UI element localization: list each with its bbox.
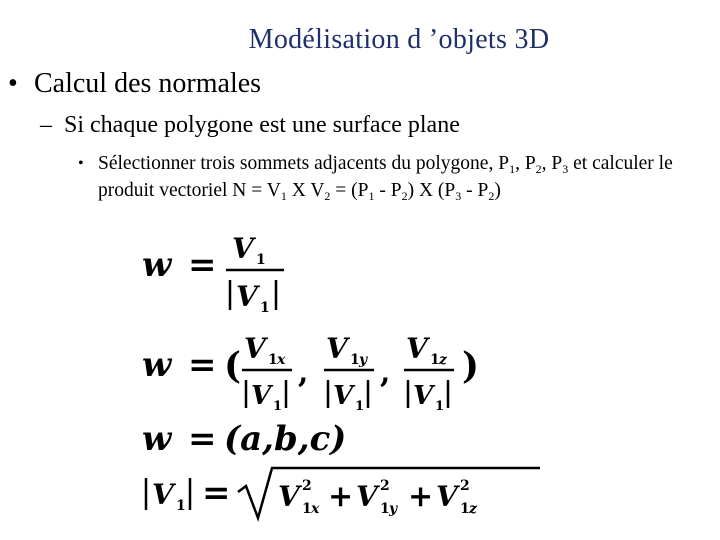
svg-text:(a,b,c): (a,b,c) [224, 419, 347, 459]
svg-text:y: y [359, 352, 368, 368]
svg-text:V: V [278, 480, 300, 513]
svg-text:y: y [389, 501, 398, 517]
formula-magnitude [146, 468, 540, 518]
svg-text:=: = [188, 245, 217, 285]
svg-text:2: 2 [460, 478, 470, 494]
bullet-level3-text: Sélectionner trois sommets adjacents du polygone, $P_1$, $P_2$, $P_3$ et calculer le produit vectoriel $N = V_1$ X $V_2 = (P_1 - P_2)$ X $(P_3 - P_2)$ [98, 153, 673, 203]
bullet-level2-text: Si chaque polygone est une surface plane [64, 112, 460, 138]
bullet-level1 [8, 68, 261, 100]
svg-text:,: , [380, 355, 391, 390]
svg-text:1: 1 [430, 352, 440, 368]
svg-text:1: 1 [355, 399, 365, 414]
svg-text:+: + [328, 479, 354, 514]
svg-text:x: x [277, 352, 286, 368]
svg-text:V: V [333, 381, 354, 411]
svg-text:V: V [326, 332, 348, 365]
svg-text:V: V [251, 381, 272, 411]
bullet-dot-small: • [78, 155, 84, 172]
formula-w-abc [142, 419, 346, 459]
svg-text:1: 1 [256, 252, 266, 268]
svg-text:w: w [142, 345, 172, 385]
svg-text:V: V [152, 478, 174, 511]
svg-text:1: 1 [380, 501, 390, 517]
bullet-dash: – [40, 112, 52, 138]
svg-text:+: + [408, 479, 434, 514]
svg-text:1: 1 [268, 352, 278, 368]
formula-block [140, 228, 560, 528]
bullet-level1-text: Calcul des normales [34, 68, 262, 99]
svg-text:1: 1 [260, 300, 270, 316]
svg-text:,: , [298, 355, 309, 390]
svg-text:1: 1 [435, 399, 445, 414]
slide-title: Modélisation d ’objets 3D [248, 24, 550, 55]
bullet-level3 [78, 150, 718, 204]
svg-text:1: 1 [176, 498, 186, 514]
formula-svg [140, 228, 560, 528]
svg-text:1: 1 [350, 352, 360, 368]
formula-w-normalized [142, 232, 284, 316]
bullet-level2 [40, 112, 460, 139]
svg-text:V: V [232, 232, 254, 265]
svg-text:1: 1 [302, 501, 312, 517]
svg-text:=: = [188, 419, 217, 459]
svg-text:=: = [202, 473, 231, 513]
svg-text:V: V [356, 480, 378, 513]
svg-text:V: V [413, 381, 434, 411]
svg-text:=: = [188, 345, 217, 385]
svg-text:V: V [244, 332, 266, 365]
svg-text:(: ( [224, 345, 242, 387]
svg-text:V: V [436, 480, 458, 513]
svg-text:V: V [236, 280, 258, 313]
svg-text:1: 1 [273, 399, 283, 414]
svg-text:z: z [439, 352, 447, 368]
svg-text:1: 1 [460, 501, 470, 517]
svg-text:2: 2 [302, 478, 312, 494]
svg-text:x: x [311, 501, 320, 517]
svg-text:2: 2 [380, 478, 390, 494]
formula-w-components [142, 332, 479, 414]
svg-text:): ) [462, 345, 480, 387]
bullet-dot: • [8, 68, 18, 99]
svg-text:V: V [406, 332, 428, 365]
svg-text:z: z [469, 501, 477, 517]
svg-text:w: w [142, 419, 172, 459]
svg-text:w: w [142, 245, 172, 285]
